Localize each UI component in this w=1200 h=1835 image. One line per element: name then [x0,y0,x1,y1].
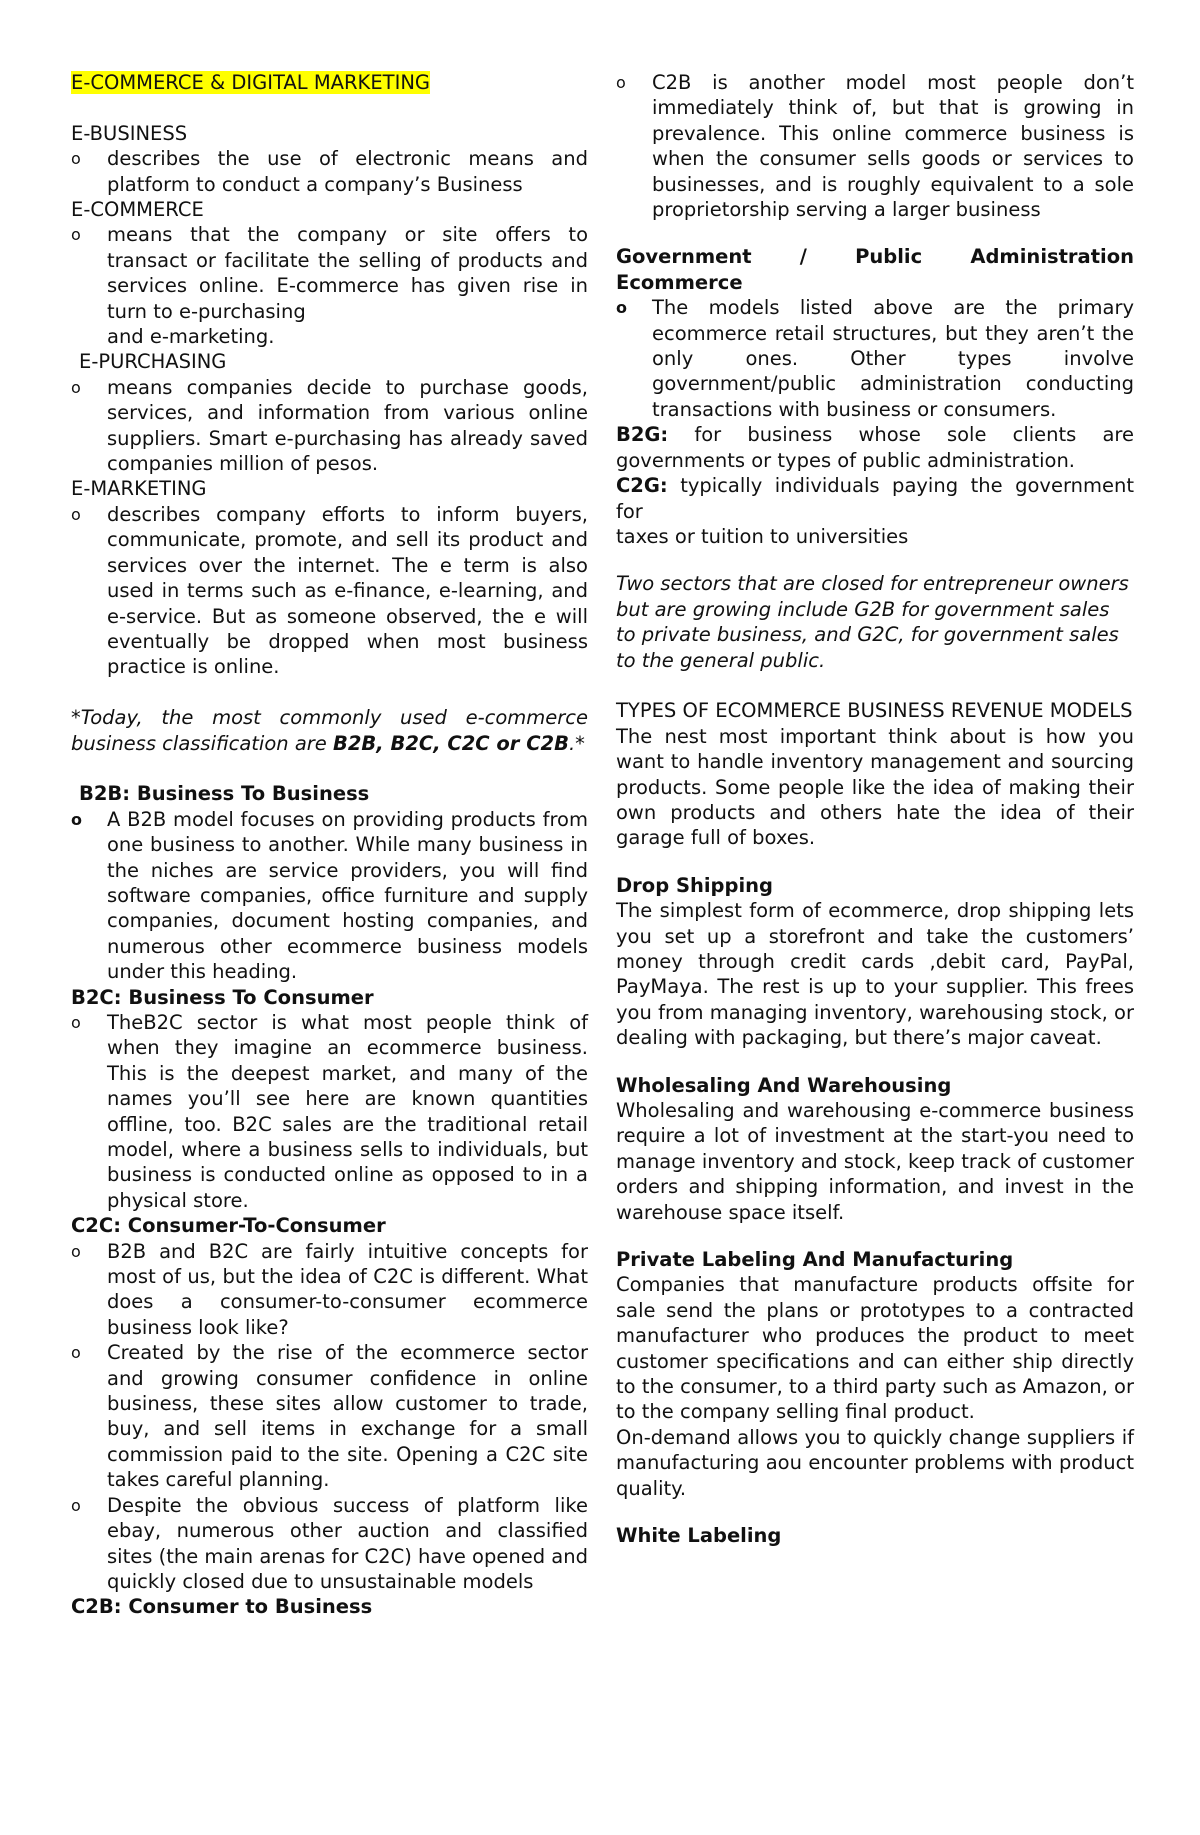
wholesaling-heading: Wholesaling And Warehousing [616,1073,952,1097]
bullet-marker: o [71,504,81,524]
e-purchasing-item: o means companies decide to purchase goods, services, and information from various online suppliers. Smart e-purchasing has already saved companies million of pesos. [71,375,588,476]
left-column [71,70,588,1620]
classification-note: *Today, the most commonly used e-commerce business classification are B2B, B2C, C2C or C2B.* [71,706,588,755]
revenue-models-heading: TYPES OF ECOMMERCE BUSINESS REVENUE MODELS [616,699,1133,723]
e-commerce-item: o means that the company or site offers to transact or facilitate the selling of products and services online. E-commerce has given rise in turn to e-purchasing and e-marketing. [71,223,588,349]
drop-shipping-heading: Drop Shipping [616,873,773,897]
white-labeling-heading: White Labeling [616,1524,782,1548]
c2c-item: o B2B and B2C are fairly intuitive concepts for most of us, but the idea of C2C is different. What does a consumer-to-consumer ecommerce business look like? [71,1239,588,1339]
on-demand-text: On-demand allows you to quickly change suppliers if manufacturing aou encounter problems with product quality. [616,1425,1134,1500]
bullet-marker: o [71,149,81,169]
b2c-item: o TheB2C sector is what most people think of when they imagine an ecommerce business. This is the deepest market, and many of the names you’ll see here are known quantities offline, too. B2C sales are the traditional retail model, where a business sells to individuals, but business is conducted online as opposed to in a physical store. [71,1010,588,1212]
private-labeling-text: Companies that manufacture products offsite for sale send the plans or prototypes to a contracted manufacturer who produces the product to meet customer specifications and can either ship directly to the consumer, to a third party such as Amazon, or to the company selling final product. [616,1273,1134,1424]
b2b-item: o A B2B model focuses on providing products from one business to another. While many business in the niches are service providers, you will find software companies, office furniture and supply companies, document hosting companies, and numerous other ecommerce business models under this heading. [71,807,588,984]
c2g-definition: C2G: typically individuals paying the government for [616,474,1134,523]
c2b-heading: C2B: Consumer to Business [71,1595,373,1619]
wholesaling-text: Wholesaling and warehousing e-commerce business require a lot of investment at the start-you need to manage inventory and stock, keep track of customer orders and shipping information, and invest in the warehouse space itself. [616,1099,1134,1224]
government-heading: Government / Public Administration Ecommerce [616,245,1134,294]
sectors-note: Two sectors that are closed for entrepreneur owners but are growing include G2B for government sales to private business, and G2C, for government sales to the general public. [616,572,1129,672]
government-item: o The models listed above are the primary ecommerce retail structures, but they aren’t the only ones. Other types involve government/public administration conducting transactions with business or consumers. [616,296,1134,421]
c2c-heading: C2C: Consumer-To-Consumer [71,1214,386,1238]
bullet-marker: o [71,1012,81,1032]
e-business-item: o describes the use of electronic means and platform to conduct a company’s Business [71,147,588,196]
c2c-item: o Despite the obvious success of platform like ebay, numerous other auction and classified sites (the main arenas for C2C) have opened and quickly closed due to unsustainable models [71,1493,588,1593]
e-marketing-item: o describes company efforts to inform buyers, communicate, promote, and sell its product and services over the internet. The e term is also used in terms such as e-finance, e-learning, and e-service. But as someone observed, the e will eventually be dropped when most business practice is online. [71,502,588,679]
b2g-definition: B2G: for business whose sole clients are governments or types of public administration. [616,423,1134,472]
revenue-models-text: The nest most important think about is how you want to handle inventory management and sourcing products. Some people like the idea of making their own products and others hate the idea of their garage full of boxes. [616,724,1134,850]
b2b-heading: B2B: Business To Business [79,782,370,806]
drop-shipping-text: The simplest form of ecommerce, drop shipping lets you set up a storefront and take the customers’ money through credit cards ,debit card, PayPal, PayMaya. The rest is up to your supplier. This frees you from managing inventory, warehousing stock, or dealing with packaging, but there’s major caveat. [616,899,1134,1050]
bullet-marker: o [71,1343,81,1363]
e-purchasing-heading: E-PURCHASING [79,350,227,374]
right-column [616,70,1134,1549]
b2c-heading: B2C: Business To Consumer [71,985,374,1009]
bullet-marker: o [71,1495,81,1515]
bullet-marker: o [71,377,81,397]
e-marketing-heading: E-MARKETING [71,477,207,501]
bullet-marker: o [71,809,82,829]
e-commerce-heading: E-COMMERCE [71,198,204,222]
bullet-marker: o [616,298,627,318]
private-labeling-heading: Private Labeling And Manufacturing [616,1248,1014,1272]
c2g-definition-continued: taxes or tuition to universities [616,524,909,548]
c2b-item: o C2B is another model most people don’t immediately think of, but that is growing in prevalence. This online commerce business is when the consumer sells goods or services to businesses, and is roughly equivalent to a sole proprietorship serving a larger business [616,71,1134,222]
bullet-marker: o [616,73,626,92]
bullet-marker: o [71,1241,81,1261]
c2c-item: o Created by the rise of the ecommerce sector and growing consumer confidence in online business, these sites allow customer to trade, buy, and sell items in exchange for a small commission paid to the site. Opening a C2C site takes careful planning. [71,1341,588,1492]
bullet-marker: o [71,225,81,245]
e-business-heading: E-BUSINESS [71,121,188,145]
page-title: E-COMMERCE & DIGITAL MARKETING [71,71,431,94]
